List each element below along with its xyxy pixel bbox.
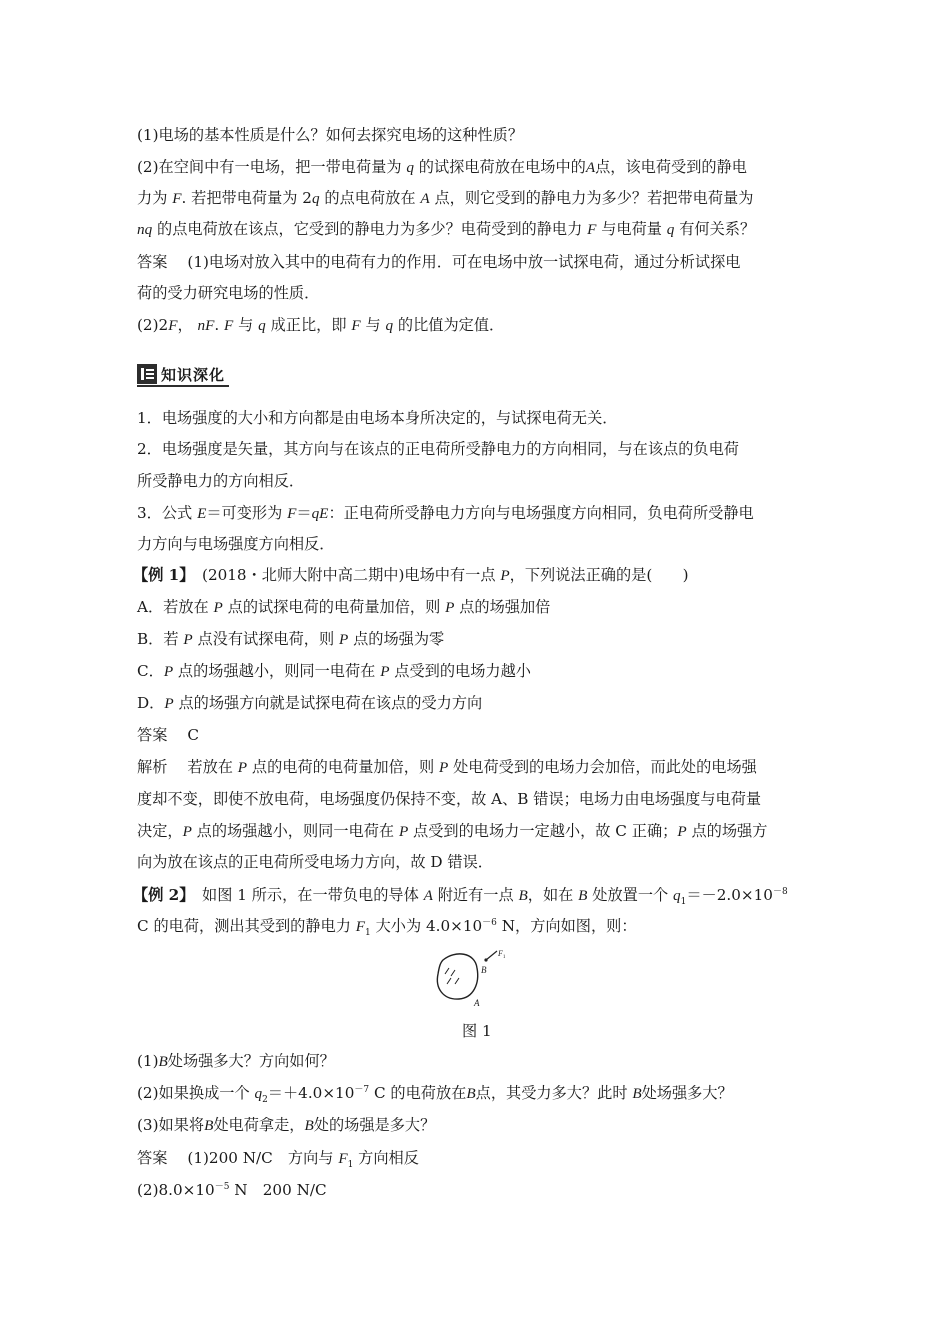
conductor-outline [437,954,477,999]
example-2-question-1: (1)B处场强多大？方向如何？ [137,1052,335,1070]
intro-question-1: (1)电场的基本性质是什么？如何去探究电场的这种性质？ [137,126,524,144]
label-a: A [474,998,480,1008]
intro-question-2-line-3: nq 的点电荷放在该点，它受到的静电力为多少？电荷受到的静电力 F 与电荷量 q 有何关系？ [137,220,756,238]
example-2-answer-2: $(2)8.0\times 10^{-5}$ N 200 N/C [137,1181,327,1199]
knowledge-point-2-line-1: 2．电场强度是矢量，其方向与在该点的正电荷所受静电力的方向相同，与在该点的负电荷 [137,440,739,458]
example-1-analysis-line-2: 度却不变，即使不放电荷，电场强度仍保持不变，故 A、B 错误；电场力由电场强度与电荷量 [137,790,762,808]
example-2-question-2: (2)如果换成一个 $q_2=+4.0\times 10^{-7}$ C 的电荷放在B点，其受力多大？此时 B处场强多大？ [137,1084,733,1106]
knowledge-point-3-line-1: 3．公式 E＝可变形为 F＝qE：正电荷所受静电力方向与电场强度方向相同，负电荷所受静电 [137,504,754,522]
intro-question-2-line-1: (2)在空间中有一电场，把一带电荷量为 q 的试探电荷放在电场中的A点，该电荷受到的静电 [137,158,747,176]
section-heading [137,361,225,387]
example-1-option-d: D．P 点的场强方向就是试探电荷在该点的受力方向 [137,694,483,712]
conductor-hatching [445,968,459,984]
knowledge-point-1: 1．电场强度的大小和方向都是由电场本身所决定的，与试探电荷无关． [137,409,618,427]
example-1-option-c: C．P 点的场强越小，则同一电荷在 P 点受到的电场力越小 [137,662,531,680]
knowledge-point-2-line-2: 所受静电力的方向相反． [137,472,305,490]
force-arrow [486,951,497,960]
intro-answer-2: (2)2F， nF. F 与 q 成正比，即 F 与 q 的比值为定值． [137,316,505,334]
example-1-answer: 答案 C [137,726,200,744]
intro-answer-line-1: 答案 (1)电场对放入其中的电荷有力的作用．可在电场中放一试探电荷，通过分析试探电 [137,253,741,271]
intro-answer-line-2: 荷的受力研究电场的性质． [137,284,320,302]
section-list-icon [137,364,157,384]
knowledge-point-3-line-2: 力方向与电场强度方向相反． [137,535,335,553]
example-2-question-3: (3)如果将B处电荷拿走，B处的场强是多大？ [137,1116,436,1134]
section-title: 知识深化 [161,365,226,384]
label-b: B [481,965,487,975]
example-1-option-a: A．若放在 P 点的试探电荷的电荷量加倍，则 P 点的场强加倍 [137,598,551,616]
figure-1-diagram [433,948,533,1020]
example-1-analysis-line-3: 决定，P 点的场强越小，则同一电荷在 P 点受到的电场力一定越小，故 C 正确；P 点的场强方 [137,822,768,840]
intro-question-2-line-2: 力为 F. 若把带电荷量为 2q 的点电荷放在 A 点，则它受到的静电力为多少？若把带电荷量为 [137,189,754,207]
example-1-option-b: B．若 P 点没有试探电荷，则 P 点的场强为零 [137,630,445,648]
example-2-stem-line-2: C 的电荷，测出其受到的静电力 $F_1$ 大小为 $4.0\times 10^{-6}$ N，方向如图，则： [137,917,637,939]
example-1-stem: 【例 1】 (2018・北师大附中高二期中)电场中有一点 P，下列说法正确的是( ) [133,566,689,584]
example-1-analysis-line-1: 解析 若放在 P 点的电荷的电荷量加倍，则 P 处电荷受到的电场力会加倍，而此处的电场强 [137,758,757,776]
example-2-answer-1: 答案 (1)200 N/C 方向与 $F_1$ 方向相反 [137,1149,419,1171]
section-underline [137,385,229,387]
label-f1: $F_1$ [498,949,506,960]
example-2-stem-line-1: 【例 2】 如图 1 所示，在一带负电的导体 A 附近有一点 B，如在 B 处放置一个 $q_1=-2.0\times 10^{-8}$ [133,886,788,908]
example-1-analysis-line-4: 向为放在该点的正电荷所受电场力方向，故 D 错误． [137,853,493,871]
figure-1-caption: 图 1 [462,1022,492,1040]
